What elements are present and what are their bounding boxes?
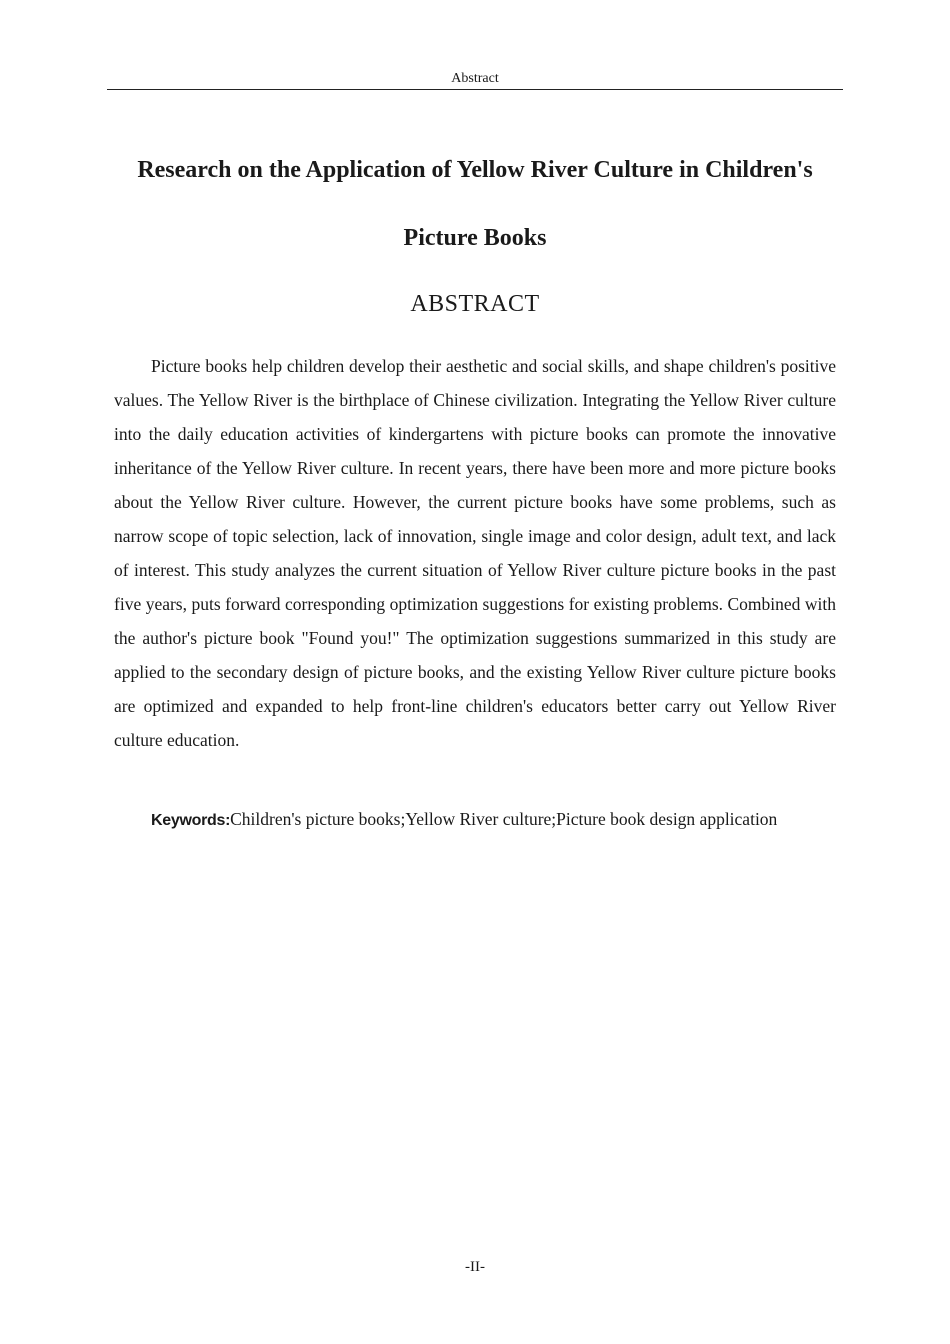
paper-title: Research on the Application of Yellow River Culture in Children's Picture Books bbox=[137, 157, 813, 251]
abstract-body: Picture books help children develop their aesthetic and social skills, and shape children's positive values. The Yellow River is the birthplace of Chinese civilization. Integrating the Yellow River culture into the daily education activities of kindergartens with picture books can promote the innovative inheritance of the Yellow River culture. In recent years, there have been more and more picture books about the Yellow River culture. However, the current picture books have some problems, such as narrow scope of topic selection, lack of innovation, single image and color design, adult text, and lack of interest. This study analyzes the current situation of Yellow River culture picture books in the past five years, puts forward corresponding optimization suggestions for existing problems. Combined with the author's picture book "Found you!" The optimization suggestions summarized in this study are applied to the secondary design of picture books, and the existing Yellow River culture picture books are optimized and expanded to help front-line children's educators better carry out Yellow River culture education. bbox=[114, 356, 836, 750]
keywords-label: Keywords: bbox=[151, 812, 231, 829]
keywords-text: Children's picture books;Yellow River culture;Picture book design application bbox=[230, 809, 778, 829]
keywords-line bbox=[114, 802, 844, 838]
page-number: -II- bbox=[465, 1259, 485, 1275]
abstract-heading: ABSTRACT bbox=[410, 291, 540, 317]
running-header: Abstract bbox=[107, 70, 843, 90]
